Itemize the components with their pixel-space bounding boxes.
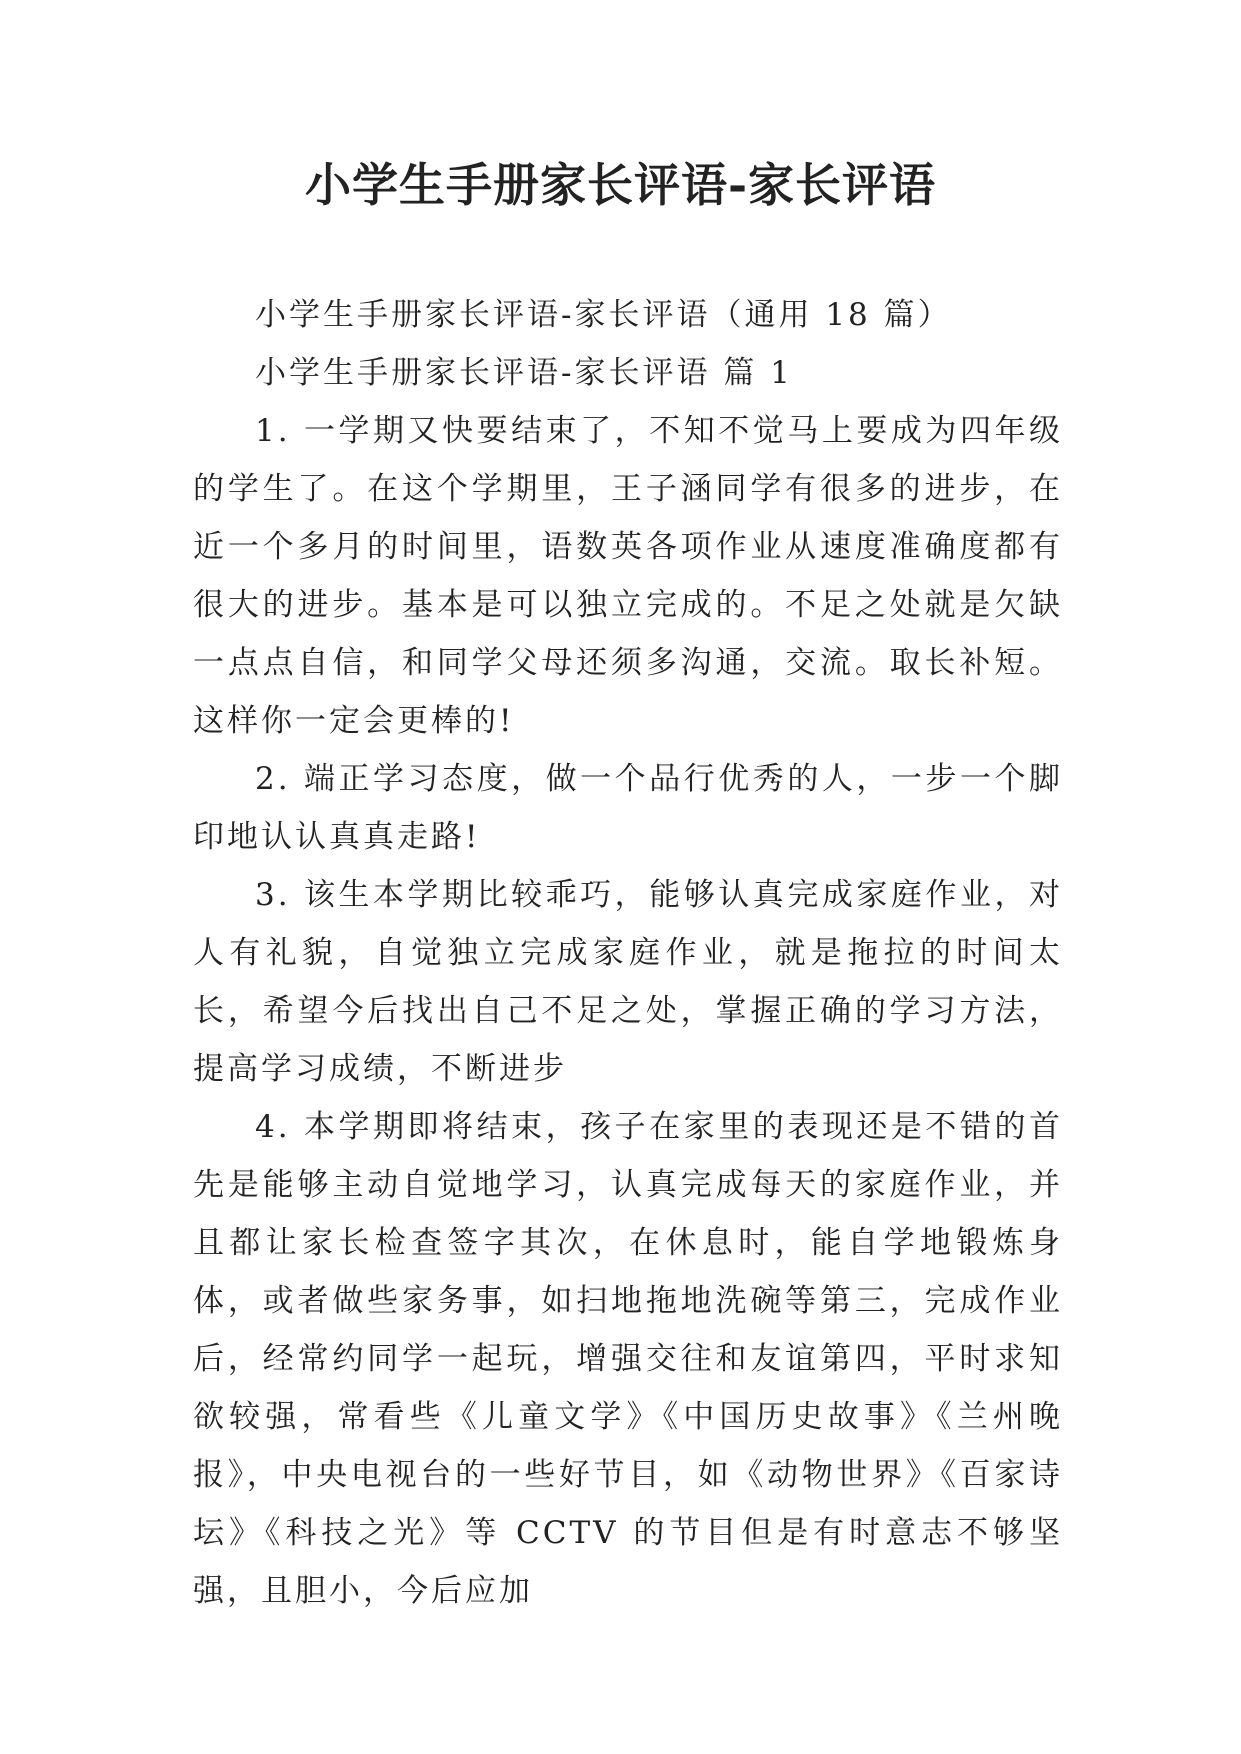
paragraph-4: 4. 本学期即将结束，孩子在家里的表现还是不错的首先是能够主动自觉地学习，认真完成每天的家庭作业，并且都让家长检查签字其次，在休息时，能自学地锻炼身体，或者做些家务事，如扫地拖地洗碗等第三，完成作业后，经常约同学一起玩，增强交往和友谊第四，平时求知欲较强，常看些《儿童文学》《中国历史故事》《兰州晚报》，中央电视台的一些好节目，如《动物世界》《百家诗坛》《科技之光》等 CCTV 的节目但是有时意志不够坚强，且胆小，今后应加	[193, 1109, 1063, 1609]
document-subtitle: 小学生手册家长评语-家长评语（通用 18 篇）	[255, 297, 952, 333]
paragraph-2: 2. 端正学习态度，做一个品行优秀的人，一步一个脚印地认认真真走路!	[193, 761, 1063, 855]
section-heading: 小学生手册家长评语-家长评语 篇 1	[255, 355, 793, 391]
document-title: 小学生手册家长评语-家长评语	[304, 158, 937, 212]
paragraph-3: 3. 该生本学期比较乖巧，能够认真完成家庭作业，对人有礼貌，自觉独立完成家庭作业，就是拖拉的时间太长，希望今后找出自己不足之处，掌握正确的学习方法，提高学习成绩，不断进步	[193, 877, 1063, 1087]
paragraph-1: 1. 一学期又快要结束了，不知不觉马上要成为四年级的学生了。在这个学期里，王子涵同学有很多的进步，在近一个多月的时间里，语数英各项作业从速度准确度都有很大的进步。基本是可以独立完成的。不足之处就是欠缺一点点自信，和同学父母还须多沟通，交流。取长补短。这样你一定会更棒的!	[193, 413, 1063, 739]
document-body	[193, 286, 1063, 1620]
